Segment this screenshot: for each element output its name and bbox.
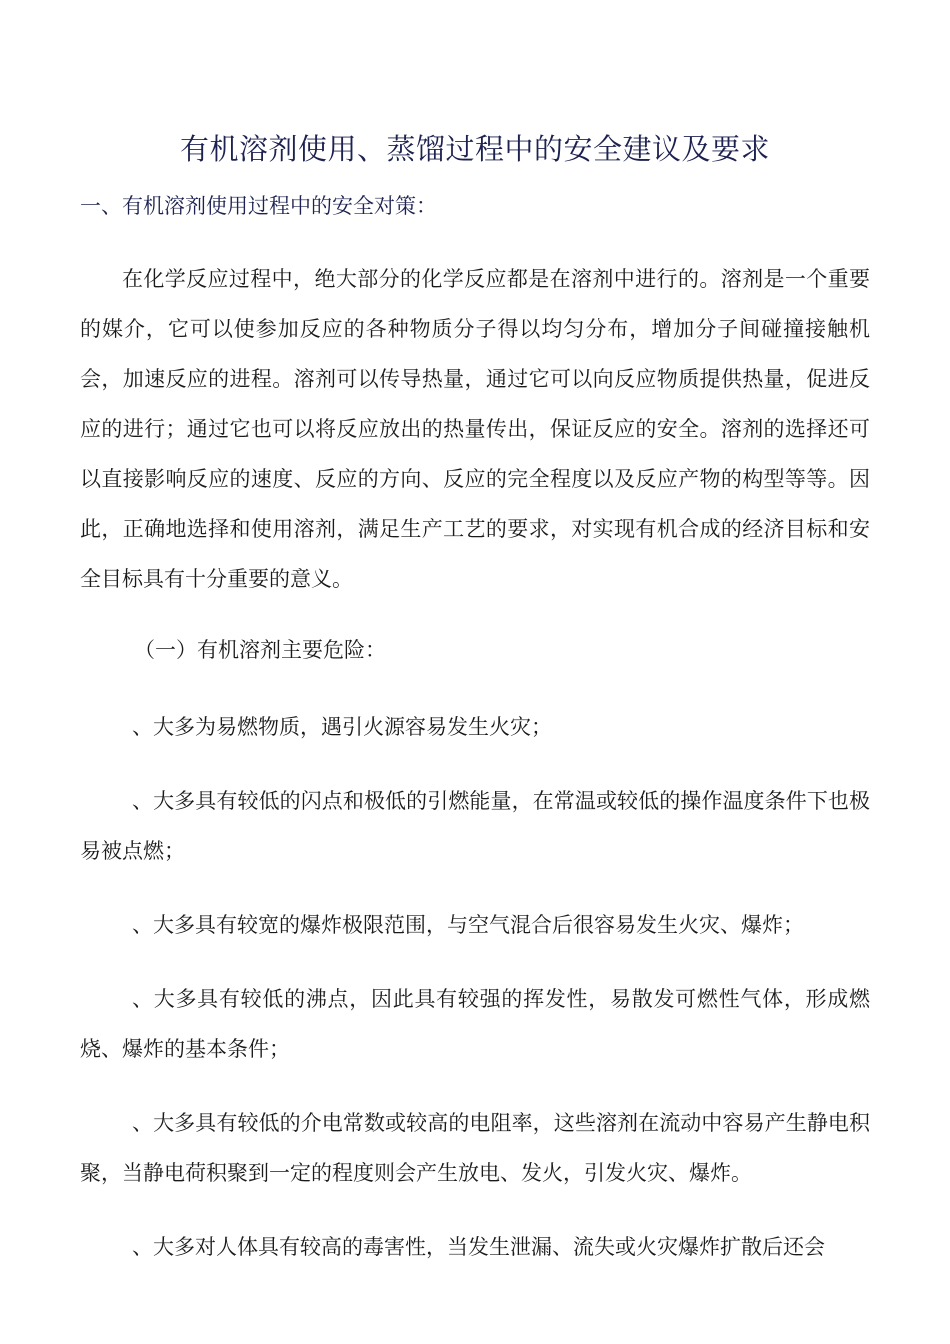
hazard-item-1: 、大多为易燃物质，遇引火源容易发生火灾； [132, 715, 552, 739]
sub-heading: （一）有机溶剂主要危险： [134, 638, 386, 662]
hazard-item-2: 、大多具有较低的闪点和极低的引燃能量，在常温或较低的操作温度条件下也极易被点燃； [80, 789, 870, 863]
intro-paragraph: 在化学反应过程中，绝大部分的化学反应都是在溶剂中进行的。溶剂是一个重要的媒介，它可以使参加反应的各种物质分子得以均匀分布，增加分子间碰撞接触机会，加速反应的进程。溶剂可以传导热量，通过它可以向反应物质提供热量，促进反应的进行；通过它也可以将反应放出的热量传出，保证反应的安全。溶剂的选择还可以直接影响反应的速度、反应的方向、反应的完全程度以及反应产物的构型等等。因此，正确地选择和使用溶剂，满足生产工艺的要求，对实现有机合成的经济目标和安全目标具有十分重要的意义。 [80, 267, 870, 591]
hazard-item-4: 、大多具有较低的沸点，因此具有较强的挥发性，易散发可燃性气体，形成燃烧、爆炸的基本条件； [80, 987, 870, 1061]
section-heading: 一、有机溶剂使用过程中的安全对策： [80, 194, 437, 218]
hazard-item-6: 、大多对人体具有较高的毒害性，当发生泄漏、流失或火灾爆炸扩散后还会 [132, 1235, 825, 1259]
document-title: 有机溶剂使用、蒸馏过程中的安全建议及要求 [179, 132, 770, 167]
hazard-item-3: 、大多具有较宽的爆炸极限范围，与空气混合后很容易发生火灾、爆炸； [132, 913, 804, 937]
hazard-item-5: 、大多具有较低的介电常数或较高的电阻率，这些溶剂在流动中容易产生静电积聚，当静电荷积聚到一定的程度则会产生放电、发火，引发火灾、爆炸。 [80, 1111, 870, 1185]
